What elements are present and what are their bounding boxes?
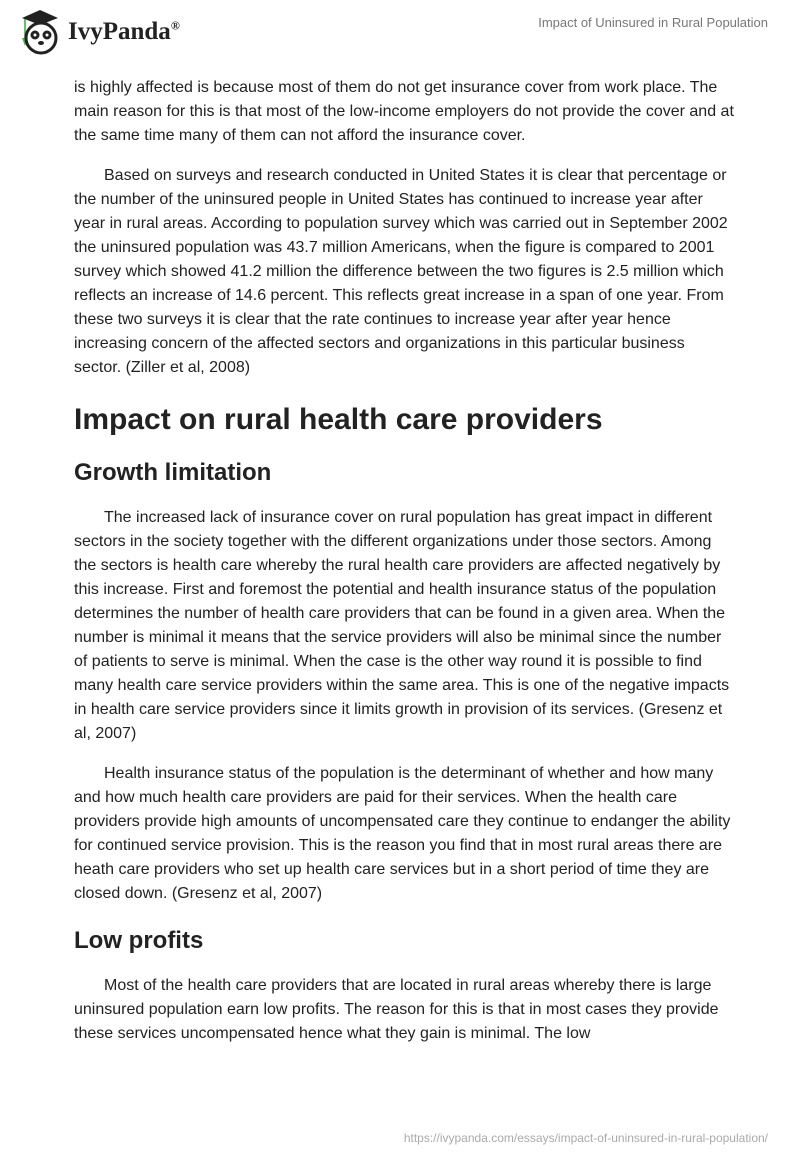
paragraph: The increased lack of insurance cover on rural population has great impact in different sectors in the society together with the different organizations under those sectors. Among the sectors is health care whereby the rural health care providers are affected negatively by this increase. First and foremost the potential and health insurance status of the population determines the number of health care providers that can be found in a given area. When the number is minimal it means that the service providers will also be minimal since the number of patients to serve is minimal. When the case is the other way round it is possible to find many health care service providers within the same area. This is one of the negative impacts in health care service providers since it limits growth in provision of its services. (Gresenz et al, 2007) — [74, 509, 730, 742]
section-heading: Impact on rural health care providers — [74, 403, 603, 436]
header — [0, 0, 800, 60]
paragraph: Based on surveys and research conducted in United States it is clear that percentage or the number of the uninsured people in United States has continued to increase year after year in rural areas. According to population survey which was carried out in September 2002 the uninsured population was 43.7 million Americans, when the figure is compared to 2001 survey which showed 41.2 million the difference between the two figures is 2.5 million which reflects an increase of 14.6 percent. This reflects great increase in a span of one year. From these two surveys it is clear that the rate continues to increase year after year hence increasing concern of the affected sectors and organizations in this particular business sector. (Ziller et al, 2008) — [74, 167, 728, 376]
paragraph: Health insurance status of the population is the determinant of whether and how many and how much health care providers are paid for their services. When the health care providers provide high amounts of uncompensated care they continue to endanger the ability for continued service provision. This is the reason you find that in most rural areas there are heath care providers who set up health care services but in a short period of time they are closed down. (Gresenz et al, 2007) — [74, 765, 731, 902]
paragraph: Most of the health care providers that are located in rural areas whereby there is large uninsured population earn low profits. The reason for this is that in most cases they provide these services uncompensated hence what they gain is minimal. The low — [74, 977, 719, 1042]
logo[interactable] — [18, 8, 180, 56]
footer-url[interactable]: https://ivypanda.com/essays/impact-of-uninsured-in-rural-population/ — [403, 1131, 768, 1145]
logo-text: IvyPanda® — [68, 18, 180, 45]
panda-logo-icon — [18, 8, 62, 56]
article-body — [74, 76, 734, 1062]
paragraph: is highly affected is because most of them do not get insurance cover from work place. The main reason for this is that most of the low-income employers do not provide the cover and at the same time many of them can not afford the insurance cover. — [74, 79, 734, 144]
subsection-heading: Low profits — [74, 927, 204, 954]
subsection-heading: Growth limitation — [74, 459, 272, 486]
document-title: Impact of Uninsured in Rural Population — [538, 15, 768, 30]
